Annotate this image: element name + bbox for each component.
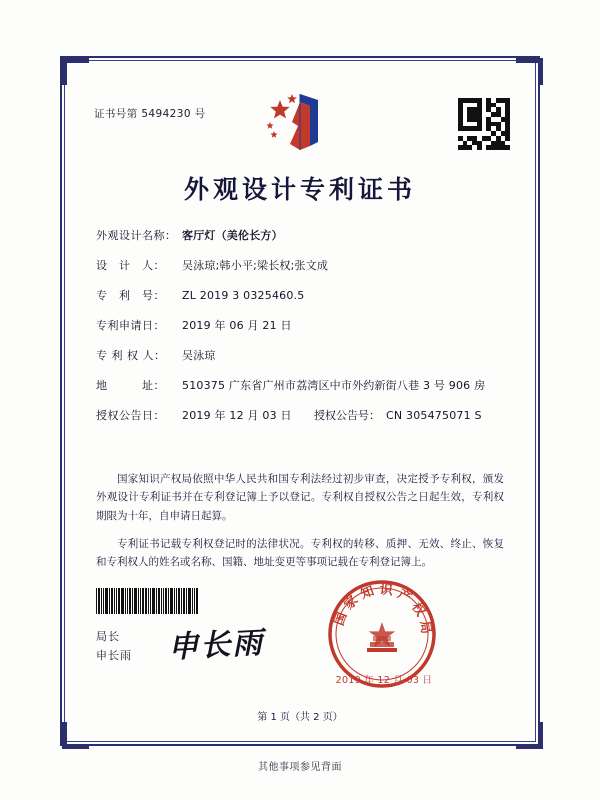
field-label: 外观设计名称： (96, 229, 177, 242)
field-value: 510375 广东省广州市荔湾区中市外约新街八巷 3 号 906 房 (182, 379, 486, 392)
grant-number-label: 授权公告号： (314, 409, 380, 422)
field-list (96, 228, 506, 438)
field-grant-row (96, 408, 506, 425)
field-value: ZL 2019 3 0325460.5 (182, 289, 305, 302)
qr-code (458, 98, 510, 150)
field-value: 吴泳琼 (182, 349, 216, 362)
field-value: 2019 年 06 月 21 日 (182, 319, 292, 332)
footer-note: 其他事项参见背面 (258, 762, 342, 773)
page-number: 第 1 页（共 2 页） (257, 712, 343, 723)
cnipa-logo (240, 86, 360, 156)
field-label: 专 利 权 人： (96, 349, 166, 362)
certificate-number: 证书号第 5494230 号 (94, 108, 206, 120)
field-patent-number (96, 288, 506, 305)
field-value: 客厅灯（美伦长方） (182, 229, 283, 242)
field-value: 吴泳琼;韩小平;梁长权;张文成 (182, 259, 329, 272)
signatory-name: 申长雨 (96, 648, 132, 662)
field-design-name (96, 228, 506, 245)
signatory-title: 局长 (96, 630, 120, 643)
grant-number-value: CN 305475071 S (386, 409, 482, 422)
field-designer (96, 258, 506, 275)
field-application-date (96, 318, 506, 335)
field-label: 设 计 人： (96, 259, 165, 272)
border-corner-bottom-right (516, 722, 543, 749)
legal-paragraph-1: 国家知识产权局依照中华人民共和国专利法经过初步审查，决定授予专利权，颁发外观设计专利证书并在专利登记簿上予以登记。专利权自授权公告之日起生效，专利权期限为十年，自申请日起算。 (96, 473, 504, 522)
field-patentee (96, 348, 506, 365)
handwritten-signature: 申长雨 (167, 625, 266, 666)
border-corner-top-right (516, 58, 543, 85)
field-label: 专利申请日： (96, 319, 165, 332)
field-address (96, 378, 506, 395)
barcode (96, 588, 206, 614)
field-label: 专 利 号： (96, 289, 165, 302)
grant-date-label: 授权公告日： (96, 409, 165, 422)
signatory-block (96, 628, 132, 665)
page-title: 外观设计专利证书 (183, 175, 416, 204)
seal-date: 2019 年 12 月 03 日 (335, 675, 433, 686)
svg-text:国 家 知 识 产 权 局: 国 家 知 识 产 权 局 (331, 582, 434, 635)
field-label: 地 址： (96, 379, 165, 392)
grant-date-value: 2019 年 12 月 03 日 (182, 409, 292, 422)
certificate-content (80, 80, 520, 773)
legal-paragraph-2: 专利证书记载专利权登记时的法律状况。专利权的转移、质押、无效、终止、恢复和专利权人的姓名或名称、国籍、地址变更等事项记载在专利登记簿上。 (96, 538, 504, 569)
